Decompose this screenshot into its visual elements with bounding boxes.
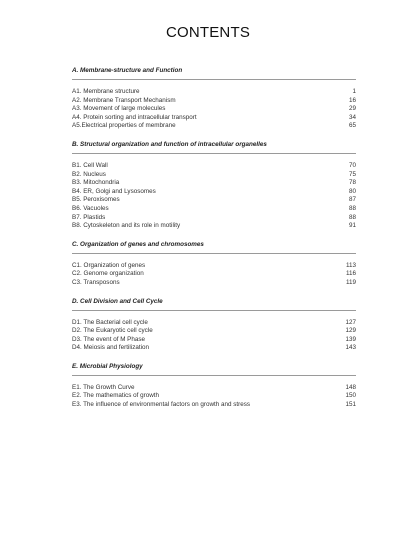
entry-page-number: 119 — [345, 278, 356, 286]
toc-section — [72, 297, 356, 353]
toc-entry[interactable] — [72, 205, 356, 214]
toc-entry[interactable] — [72, 88, 356, 97]
section-divider — [72, 375, 356, 376]
page-title: CONTENTS — [165, 24, 251, 41]
entry-label: C1. Organization of genes — [72, 261, 146, 269]
entry-label: B6. Vacuoles — [72, 204, 109, 212]
toc-entry[interactable] — [72, 162, 356, 171]
entry-page-number: 151 — [345, 401, 356, 409]
entry-page-number: 34 — [348, 113, 356, 121]
entry-page-number: 88 — [348, 213, 356, 221]
toc-section — [72, 240, 356, 288]
section-heading: B. Structural organization and function of intracellular organelles — [72, 140, 267, 148]
entry-label: A1. Membrane structure — [72, 88, 140, 95]
entry-label: C3. Transposons — [72, 278, 120, 286]
toc-entry[interactable] — [72, 336, 356, 345]
entry-label: C2. Genome organization — [72, 270, 144, 278]
toc-section — [72, 140, 356, 231]
entry-page-number: 127 — [345, 318, 356, 326]
toc-entry[interactable] — [72, 122, 356, 131]
entry-label: B8. Cytoskeleton and its role in motility — [72, 222, 181, 230]
section-divider — [72, 253, 356, 254]
toc-entry[interactable] — [72, 279, 356, 288]
entry-label: B2. Nucleus — [72, 170, 106, 178]
toc-entry[interactable] — [72, 327, 356, 336]
entry-label: E3. The influence of environmental factors on growth and stress — [72, 401, 251, 409]
toc-entry[interactable] — [72, 171, 356, 180]
toc-sections — [72, 66, 356, 419]
section-divider — [72, 79, 356, 80]
entry-label: E2. The mathematics of growth — [72, 392, 160, 400]
entry-label: E1. The Growth Curve — [72, 383, 135, 391]
section-divider — [72, 153, 356, 154]
entry-page-number: 70 — [348, 161, 356, 169]
entry-page-number: 91 — [348, 222, 356, 230]
entry-label: B3. Mitochondria — [72, 179, 120, 187]
entry-page-number: 88 — [348, 204, 356, 212]
toc-section — [72, 362, 356, 410]
entry-label: A2. Membrane Transport Mechanism — [72, 96, 176, 104]
toc-entry[interactable] — [72, 222, 356, 231]
entry-page-number: 143 — [345, 344, 356, 352]
entry-page-number: 148 — [345, 383, 356, 391]
section-heading: E. Microbial Physiology — [72, 362, 143, 370]
entry-page-number: 87 — [348, 196, 356, 204]
toc-entry[interactable] — [72, 262, 356, 271]
entry-page-number: 116 — [345, 270, 356, 278]
toc-entry[interactable] — [72, 214, 356, 223]
entry-page-number: 139 — [345, 335, 356, 343]
entry-label: D4. Meiosis and fertilization — [72, 344, 149, 352]
entry-label: D1. The Bacterial cell cycle — [72, 318, 148, 326]
toc-entry[interactable] — [72, 319, 356, 328]
section-heading: C. Organization of genes and chromosomes — [72, 240, 204, 248]
entry-label: D2. The Eukaryotic cell cycle — [72, 327, 153, 335]
entry-page-number: 80 — [348, 187, 356, 195]
section-divider — [72, 310, 356, 311]
toc-entry[interactable] — [72, 114, 356, 123]
toc-entry[interactable] — [72, 401, 356, 410]
entry-page-number: 16 — [348, 96, 356, 104]
section-heading: A. Membrane-structure and Function — [72, 67, 183, 74]
section-heading: D. Cell Division and Cell Cycle — [72, 297, 163, 305]
entry-page-number: 1 — [352, 88, 356, 95]
toc-entry[interactable] — [72, 97, 356, 106]
toc-entry[interactable] — [72, 196, 356, 205]
toc-entry[interactable] — [72, 188, 356, 197]
entry-page-number: 150 — [345, 392, 356, 400]
entry-page-number: 65 — [348, 122, 356, 130]
toc-entry[interactable] — [72, 384, 356, 393]
entry-page-number: 29 — [348, 105, 356, 113]
toc-entry[interactable] — [72, 105, 356, 114]
toc-entry[interactable] — [72, 179, 356, 188]
entry-label: B4. ER, Golgi and Lysosomes — [72, 187, 156, 195]
toc-entry[interactable] — [72, 344, 356, 353]
entry-label: A3. Movement of large molecules — [72, 105, 166, 113]
entry-label: A5.Electrical properties of membrane — [72, 122, 176, 130]
toc-entry[interactable] — [72, 270, 356, 279]
entry-label: A4. Protein sorting and intracellular transport — [72, 113, 197, 121]
entry-page-number: 113 — [345, 261, 356, 269]
entry-label: B7. Plastids — [72, 213, 106, 221]
toc-entry[interactable] — [72, 392, 356, 401]
entry-label: B5. Peroxisomes — [72, 196, 120, 204]
entry-page-number: 78 — [348, 179, 356, 187]
entry-label: B1. Cell Wall — [72, 161, 108, 169]
entry-page-number: 75 — [348, 170, 356, 178]
entry-label: D3. The event of M Phase — [72, 335, 146, 343]
entry-page-number: 129 — [345, 327, 356, 335]
toc-section — [72, 66, 356, 131]
